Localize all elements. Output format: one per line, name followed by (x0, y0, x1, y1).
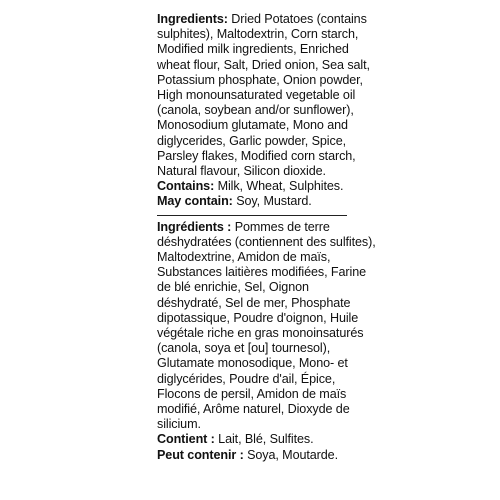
french-ingredients-heading: Ingrédients : (157, 219, 232, 234)
english-ingredients-text: Dried Potatoes (contains sulphites), Maltodextrin, Corn starch, Modified milk ingredients, Enriched wheat flour, Salt, Dried onion, Sea salt, Potassium phosphate, Onion powder, High monounsaturated vegetable oil (canola, soybean and/or sunflower), Monosodium glutamate, Mono and diglycerides, Garlic powder, Spice, Parsley flakes, Modified corn starch, Natural flavour, Silicon dioxide. (157, 12, 370, 179)
english-contains-text: Milk, Wheat, Sulphites. (217, 179, 344, 194)
french-may-contain-line (157, 448, 377, 463)
english-may-contain-heading: May contain: (157, 194, 233, 209)
section-divider (157, 215, 347, 216)
french-contains-text: Lait, Blé, Sulfites. (218, 432, 314, 447)
french-contains-heading: Contient : (157, 432, 215, 447)
french-ingredients-paragraph (157, 220, 377, 433)
ingredients-label (157, 12, 377, 463)
french-contains-line (157, 432, 377, 447)
english-may-contain-text: Soy, Mustard. (236, 194, 312, 209)
french-ingredients-text: Pommes de terre déshydratées (contiennent des sulfites), Maltodextrine, Amidon de maïs, Substances laitières modifiées, Farine de blé enrichie, Sel, Oignon déshydraté, Sel de mer, Phosphate dipotassique, Poudre d'oignon, Huile végétale riche en gras monoinsaturés (canola, soya et [ou] tournesol), Glutamate monosodique, Mono- et diglycérides, Poudre d'ail, Épice, Flocons de persil, Amidon de maïs modifié, Arôme naturel, Dioxyde de silicium. (157, 219, 376, 432)
french-may-contain-text: Soya, Moutarde. (247, 447, 338, 462)
english-ingredients-heading: Ingredients: (157, 12, 228, 26)
french-section (157, 220, 377, 463)
english-may-contain-line (157, 194, 377, 209)
english-contains-heading: Contains: (157, 179, 215, 194)
english-contains-line (157, 179, 377, 194)
english-ingredients-paragraph (157, 12, 377, 179)
french-may-contain-heading: Peut contenir : (157, 447, 244, 462)
